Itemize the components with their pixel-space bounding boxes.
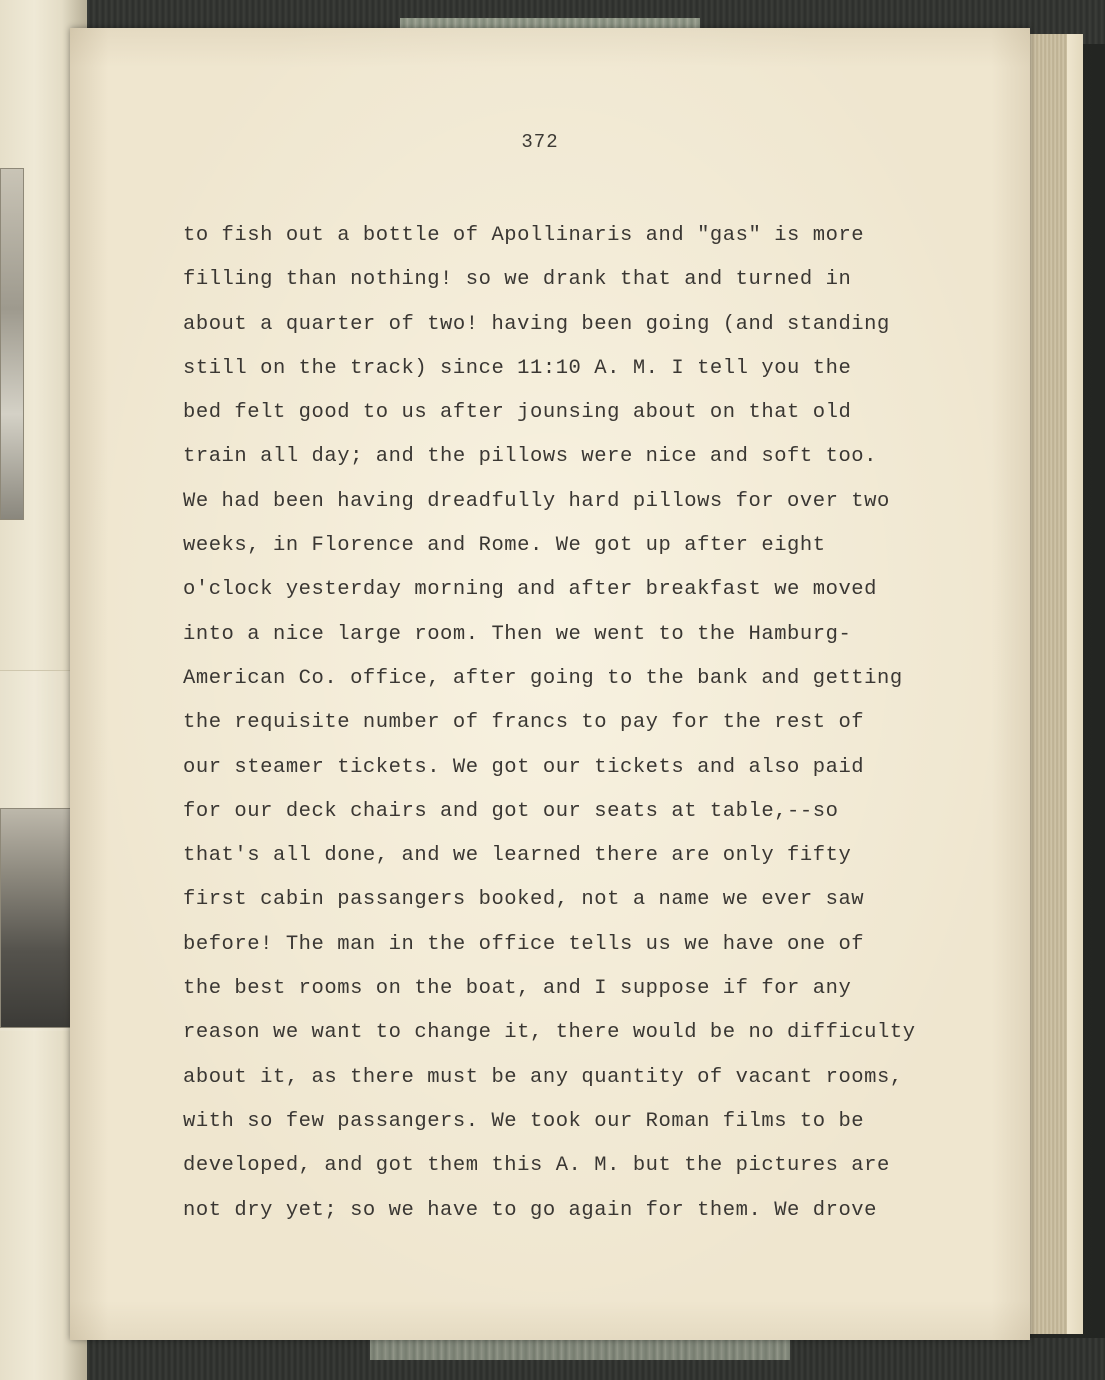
text-line: weeks, in Florence and Rome. We got up after eight (183, 534, 826, 558)
text-line: the best rooms on the boat, and I suppose if for any (183, 977, 852, 1001)
text-line: reason we want to change it, there would be no difficulty (183, 1021, 916, 1045)
text-line: our steamer tickets. We got our tickets and also paid (183, 755, 865, 779)
binding-bottom (70, 1338, 1105, 1380)
text-line: o'clock yesterday morning and after breakfast we moved (183, 578, 878, 602)
page-number: 372 (521, 131, 559, 153)
text-line: about a quarter of two! having been going (and standing (183, 312, 890, 336)
page-text (183, 214, 1003, 1233)
text-line: that's all done, and we learned there are only fifty (183, 844, 852, 868)
text-line: filling than nothing! so we drank that and turned in (183, 268, 852, 292)
text-line: developed, and got them this A. M. but the pictures are (183, 1154, 890, 1178)
page-edge-outer (1067, 34, 1083, 1334)
text-line: bed felt good to us after jounsing about on that old (183, 401, 852, 425)
text-line: with so few passangers. We took our Roman films to be (183, 1109, 865, 1133)
photo-edge-upper (0, 168, 24, 520)
text-line: into a nice large room. Then we went to the Hamburg- (183, 622, 852, 646)
text-line: We had been having dreadfully hard pillows for over two (183, 489, 890, 513)
binding-tape-bottom (370, 1338, 790, 1360)
text-line: about it, as there must be any quantity of vacant rooms, (183, 1065, 903, 1089)
text-line: train all day; and the pillows were nice and soft too. (183, 445, 878, 469)
page-edge-stack (1022, 34, 1083, 1334)
text-line: to fish out a bottle of Apollinaris and "gas" is more (183, 224, 865, 247)
text-line: first cabin passangers booked, not a name we ever saw (183, 888, 865, 912)
text-line: not dry yet; so we have to go again for them. We drove (183, 1198, 878, 1222)
text-line: for our deck chairs and got our seats at table,--so (183, 799, 839, 823)
typed-page (70, 28, 1030, 1340)
text-line: still on the track) since 11:10 A. M. I tell you the (183, 356, 852, 380)
text-line: American Co. office, after going to the bank and getting (183, 666, 903, 690)
text-line: the requisite number of francs to pay for the rest of (183, 711, 865, 735)
text-line: before! The man in the office tells us we have one of (183, 932, 865, 956)
